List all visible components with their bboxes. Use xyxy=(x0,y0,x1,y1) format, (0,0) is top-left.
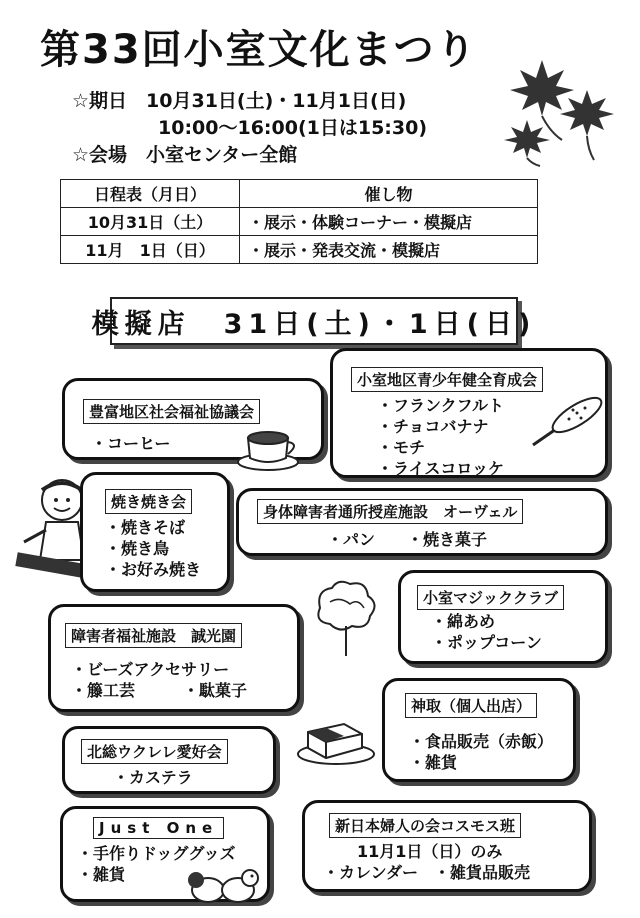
list-item: 11月1日（日）のみ xyxy=(357,842,503,861)
stall-items xyxy=(323,841,530,883)
list-item: ・チョコバナナ xyxy=(377,417,489,436)
list-item: ・カステラ xyxy=(113,768,193,787)
stall-title: 身体障害者通所授産施設 オーヴェル xyxy=(257,499,523,524)
stall-yakiyaki-box xyxy=(80,472,230,592)
list-item: ・ライスコロッケ xyxy=(377,459,505,478)
stall-ukulele-box xyxy=(62,726,276,794)
stall-items xyxy=(91,433,170,454)
list-item: ・食品販売（赤飯） xyxy=(409,732,554,751)
list-item: ・お好み焼き xyxy=(105,560,202,579)
list-item: ・籐工芸 ・駄菓子 xyxy=(71,681,248,700)
stall-seikoen-box xyxy=(48,604,300,712)
stall-items xyxy=(327,529,487,550)
stall-items xyxy=(377,395,504,479)
stall-title: 神取（個人出店） xyxy=(405,693,537,718)
maple-leaves-icon xyxy=(502,50,622,170)
list-item: ・モチ xyxy=(377,438,426,457)
stall-title: 焼き焼き会 xyxy=(105,489,192,514)
schedule-date: 11月 1日（日） xyxy=(61,236,240,264)
stall-kandori-box xyxy=(382,678,576,782)
list-item: ・パン ・焼き菓子 xyxy=(327,530,488,549)
dogs-icon xyxy=(186,862,262,906)
stall-title: 小室地区青少年健全育成会 xyxy=(351,367,543,392)
stall-youth-box xyxy=(330,348,608,478)
venue-line: ☆会場 小室センター全館 xyxy=(72,144,298,166)
stall-title: 新日本婦人の会コスモス班 xyxy=(329,813,521,838)
stall-items xyxy=(409,731,553,773)
schedule-header-event: 催し物 xyxy=(240,180,538,208)
corn-dog-icon xyxy=(529,391,605,451)
list-item: ・フランクフルト xyxy=(377,396,505,415)
stall-magic-box xyxy=(398,570,608,664)
page-title: 第33回小室文化まつり xyxy=(40,27,478,73)
stall-title: Just One xyxy=(93,817,224,839)
list-item: ・コーヒー xyxy=(91,434,171,453)
stall-items xyxy=(71,659,247,701)
stall-title: 豊富地区社会福祉協議会 xyxy=(83,399,260,424)
schedule-header-date: 日程表（月日） xyxy=(61,180,240,208)
cotton-candy-icon xyxy=(310,578,382,658)
schedule-table xyxy=(60,179,538,264)
stall-items xyxy=(105,517,201,580)
stall-title: 北総ウクレレ愛好会 xyxy=(81,739,228,764)
schedule-event: ・展示・発表交流・模擬店 xyxy=(240,236,538,264)
list-item: ・手作りドッググッズ xyxy=(77,844,236,863)
list-item: ・綿あめ xyxy=(431,612,496,631)
stall-items xyxy=(431,611,542,653)
list-item: ・ポップコーン xyxy=(431,633,542,652)
stall-title: 障害者福祉施設 誠光園 xyxy=(65,623,242,648)
list-item: ・焼き鳥 xyxy=(105,539,170,558)
coffee-cup-icon xyxy=(236,424,306,474)
stall-title: 小室マジッククラブ xyxy=(417,585,564,610)
stall-items xyxy=(113,767,193,788)
date-line: ☆期日 10月31日(土)・11月1日(日) xyxy=(72,90,407,112)
stalls-banner: 模擬店 31日(土)・1日(日) xyxy=(110,297,518,345)
list-item: ・カレンダー ・雑貨品販売 xyxy=(323,863,530,882)
schedule-event: ・展示・体験コーナー・模擬店 xyxy=(240,208,538,236)
stall-overu-box xyxy=(236,488,608,556)
schedule-date: 10月31日（土） xyxy=(61,208,240,236)
castella-cake-icon xyxy=(296,716,376,768)
time-line: 10:00〜16:00(1日は15:30) xyxy=(158,117,428,139)
list-item: ・雑貨 xyxy=(409,753,458,772)
list-item: ・ビーズアクセサリー xyxy=(71,660,230,679)
list-item: ・雑貨 xyxy=(77,865,126,884)
stall-cosmos-box xyxy=(302,800,592,892)
list-item: ・焼きそば xyxy=(105,518,186,537)
